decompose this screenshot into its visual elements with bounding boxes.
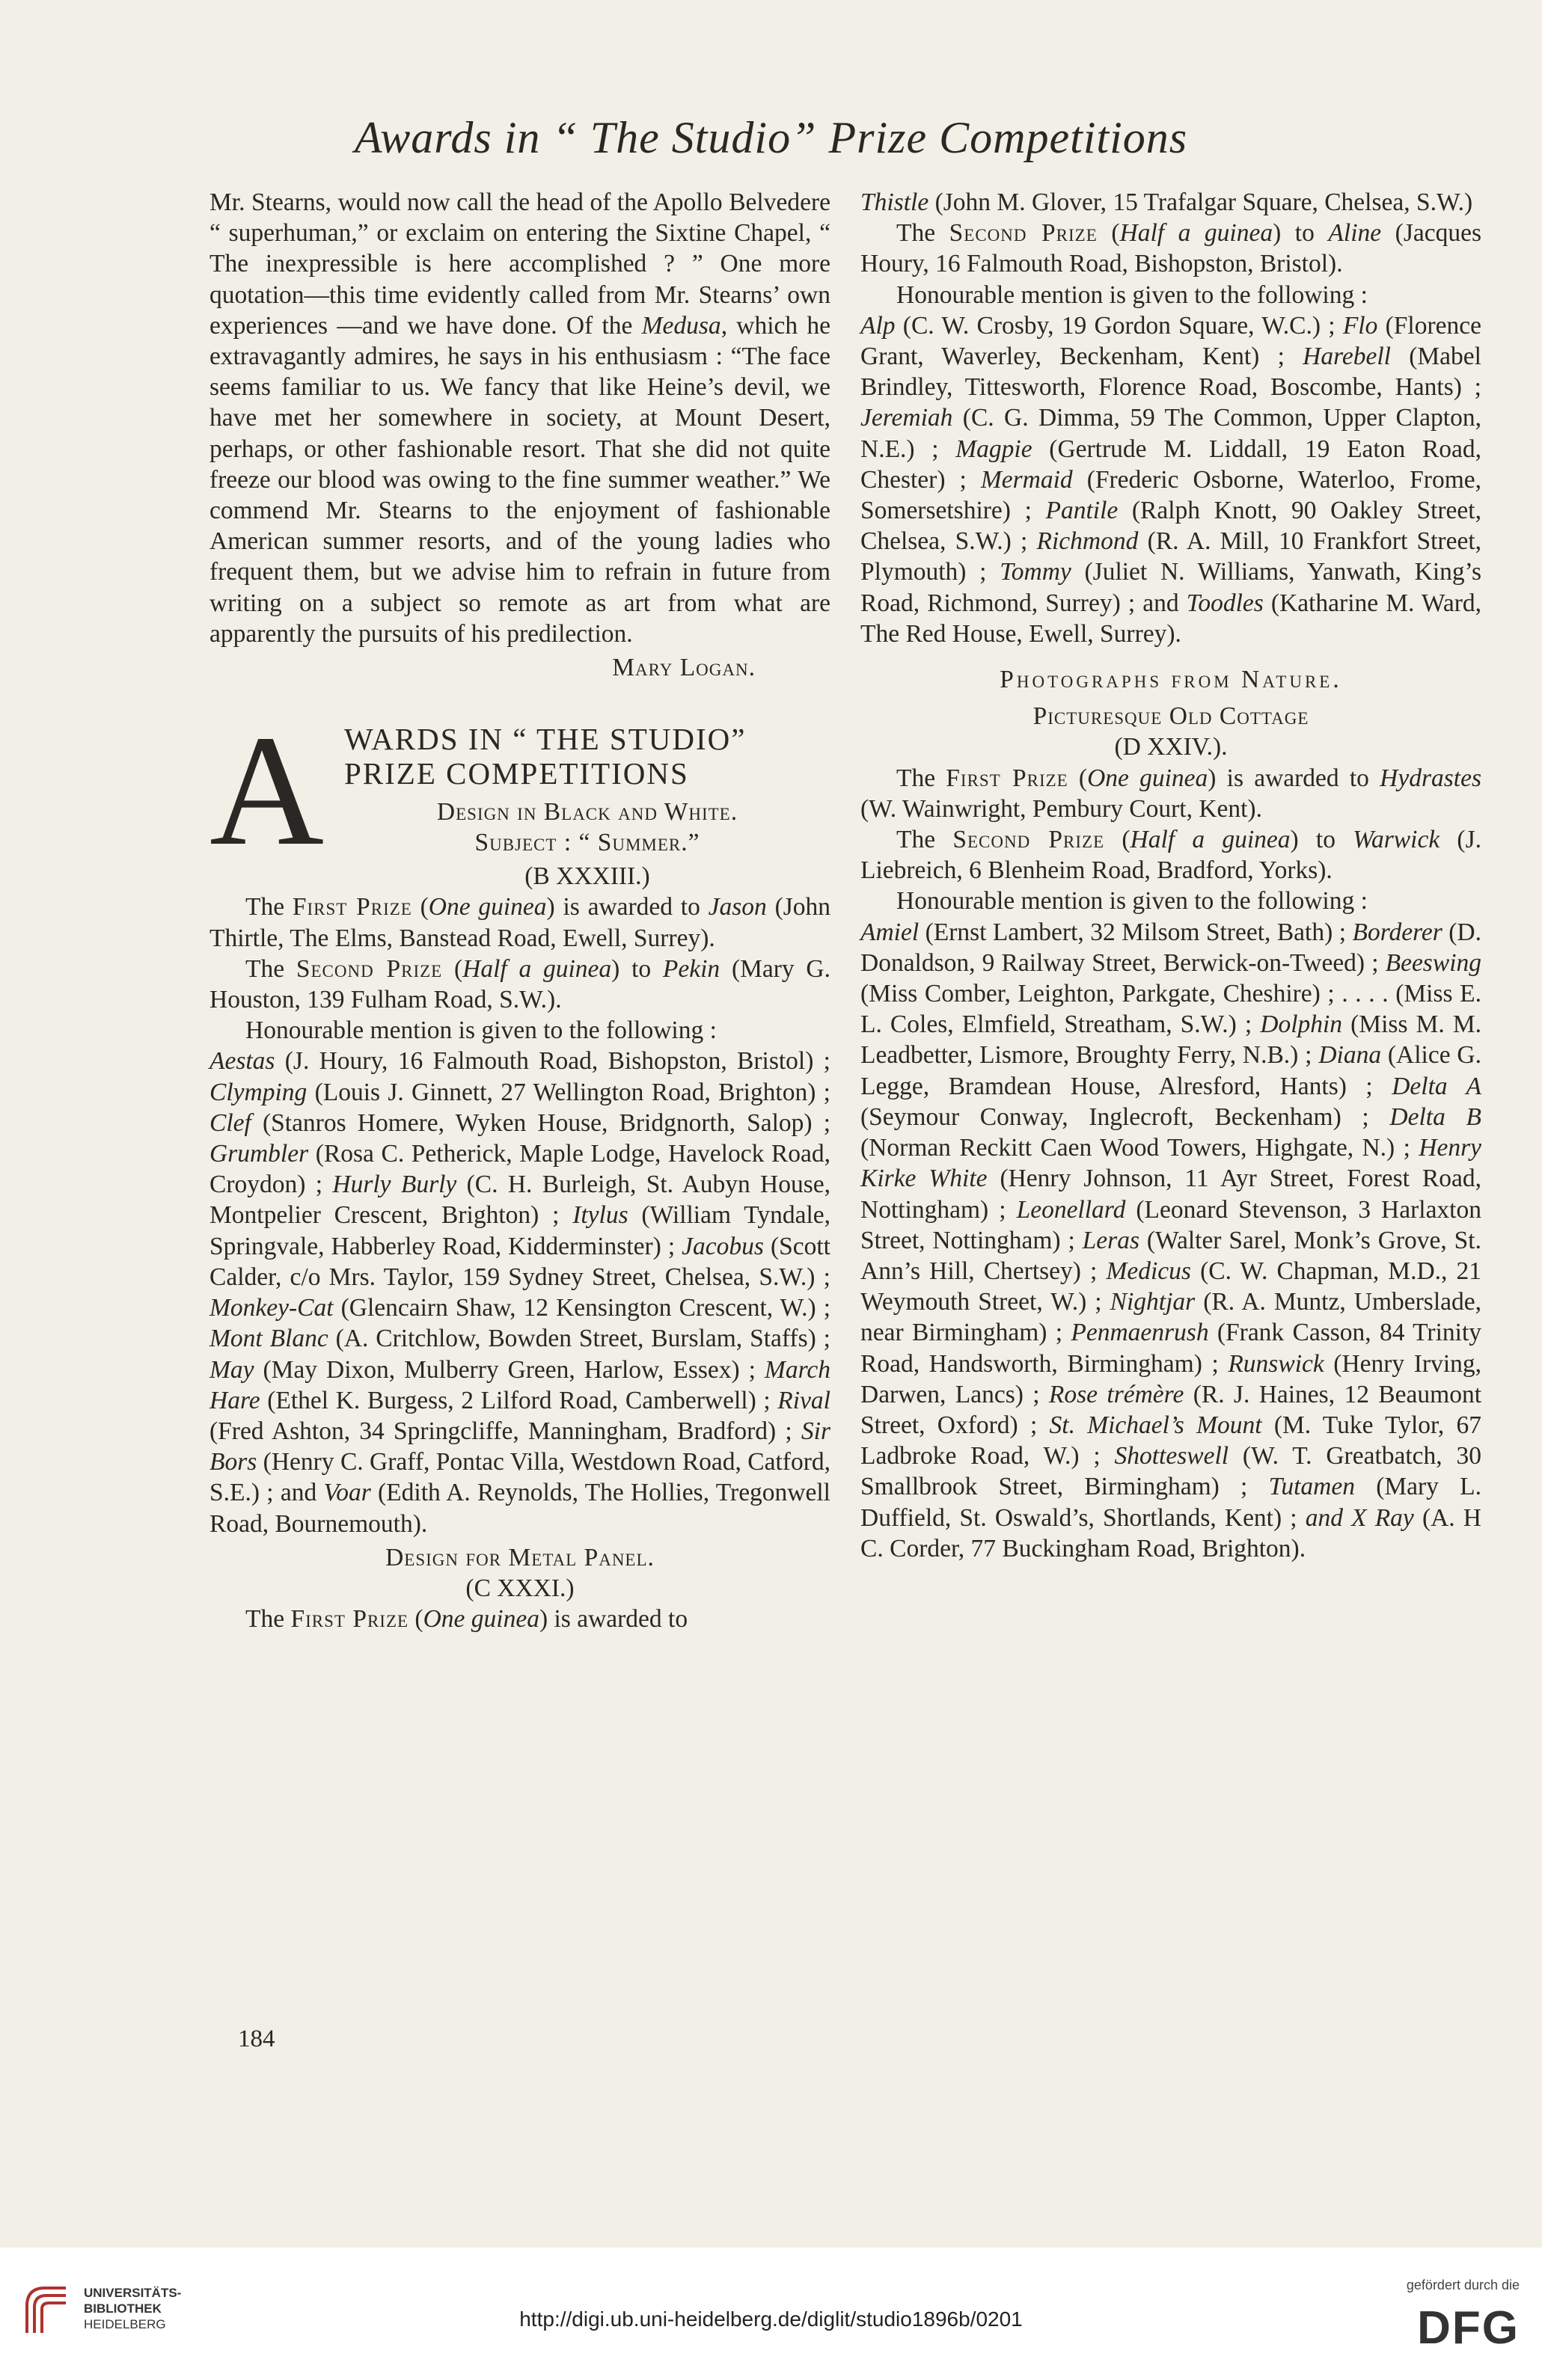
entry-details: (Ralph Knott, 90 Oakley Street, Chelsea, S.W.) ; xyxy=(860,497,1481,556)
entry-pseudonym: Penmaenrush xyxy=(1071,1319,1209,1347)
section-title: WARDS IN “ THE STUDIO” PRIZE COMPETITIONS xyxy=(344,722,747,791)
entry-pseudonym: Jacobus xyxy=(682,1232,764,1260)
university-library-name: UNIVERSITÄTS- BIBLIOTHEK HEIDELBERG xyxy=(84,2286,182,2331)
entry-details: (C. H. Burleigh, St. Aubyn House, Montpelier Crescent, Brighton) ; xyxy=(209,1171,830,1230)
entry-details: (Mary L. Duffield, St. Oswald’s, Shortlands, Kent) ; xyxy=(860,1473,1481,1532)
entry-details: (Juliet N. Williams, Yanwath, King’s Road, Richmond, Surrey) ; and xyxy=(860,558,1481,617)
honourable-mention-intro: Honourable mention is given to the following : xyxy=(896,280,1368,309)
entry-details: (Glencairn Shaw, 12 Kensington Crescent, W.) ; xyxy=(333,1294,830,1322)
entry-details: (Miss M. M. Leadbetter, Lismore, Broughty Ferry, N.B.) ; xyxy=(860,1010,1481,1070)
entry-details: (Mabel Brindley, Tittesworth, Florence Road, Boscombe, Hants) ; xyxy=(860,343,1481,402)
second-prize-paragraph: The Second Prize (Half a guinea) to Pekin (Mary G. Houston, 139 Fulham Road, S.W.). xyxy=(209,954,830,1014)
metal-panel-heading: Design for Metal Panel. xyxy=(385,1543,655,1571)
intro-paragraph: Mr. Stearns, would now call the head of the Apollo Belvedere “ superhuman,” or exclaim on entering the Sixtine Chapel, “ The inexpressible is here accomplished ? ” One more quotation—this time evidently called from Mr. Stearns’ own experiences —and we have done. Of the Medusa, which he extravagantly admires, he says in his enthusiasm : “The face seems familiar to us. We fancy that like Heine’s devil, we have met her somewhere in society, at Mount Desert, perhaps, or other fashionable resort. That she did not quite freeze our blood was owing to the fine summer weather.” We commend Mr. Stearns to the enjoyment of fashionable American summer resorts, and of the young ladies who frequent them, but we advise him to refrain in future from writing on a subject so remote as art from what are apparently the pursuits of his predilection. xyxy=(209,188,831,648)
entry-details: (Stanros Homere, Wyken House, Bridgnorth, Salop) ; xyxy=(251,1108,830,1137)
entry-pseudonym: Monkey-Cat xyxy=(209,1294,334,1322)
entry-pseudonym: Delta B xyxy=(1389,1102,1481,1131)
sponsor-note: gefördert durch die xyxy=(1406,2278,1520,2292)
entry-details: (Henry Irving, Darwen, Lancs) ; xyxy=(860,1349,1482,1408)
honourable-mention-list xyxy=(860,310,1481,649)
entry-pseudonym: Henry Kirke White xyxy=(860,1134,1481,1193)
entry-pseudonym: Hurly Burly xyxy=(332,1171,457,1199)
drop-cap: A xyxy=(209,702,325,879)
entry-details: (J. Houry, 16 Falmouth Road, Bishopston, Bristol) ; xyxy=(275,1047,830,1076)
entry-pseudonym: and X Ray xyxy=(1305,1503,1414,1532)
left-column xyxy=(209,187,830,1634)
entry-details: (Louis J. Ginnett, 27 Wellington Road, Brighton) ; xyxy=(307,1078,830,1106)
entry-pseudonym: Shotteswell xyxy=(1114,1442,1229,1470)
entry-details: (W. T. Greatbatch, 30 Smallbrook Street, Birmingham) ; xyxy=(860,1442,1481,1501)
continuation-paragraph: Thistle (John M. Glover, 15 Trafalgar Square, Chelsea, S.W.) xyxy=(860,188,1473,216)
entry-details: (A. Critchlow, Bowden Street, Burslam, Staffs) ; xyxy=(328,1325,830,1353)
footer-url xyxy=(0,2307,1542,2331)
honourable-mention-intro: Honourable mention is given to the following : xyxy=(896,887,1368,915)
entry-details: (Rosa C. Petherick, Maple Lodge, Havelock Road, Croydon) ; xyxy=(209,1140,830,1199)
entry-details: (Florence Grant, Waverley, Beckenham, Kent) ; xyxy=(860,311,1481,371)
competition-code: (C XXXI.) xyxy=(465,1574,575,1602)
entry-details: (Gertrude M. Liddall, 19 Eaton Road, Chester) ; xyxy=(860,435,1481,494)
entry-details: (Scott Calder, c/o Mrs. Taylor, 159 Sydney Street, Chelsea, S.W.) ; xyxy=(209,1232,830,1291)
entry-details: (William Tyndale, Springvale, Habberley Road, Kidderminster) ; xyxy=(209,1201,830,1260)
entry-pseudonym: May xyxy=(209,1355,254,1384)
entry-pseudonym: Dolphin xyxy=(1260,1010,1343,1039)
entry-pseudonym: Borderer xyxy=(1352,918,1442,946)
entry-details: (D. Donaldson, 9 Railway Street, Berwick-on-Tweed) ; xyxy=(860,918,1481,977)
entry-pseudonym: St. Michael’s Mount xyxy=(1049,1411,1262,1439)
cottage-heading: Picturesque Old Cottage xyxy=(1032,702,1309,731)
page-title: Awards in “ The Studio” Prize Competitions xyxy=(354,113,1188,162)
entry-pseudonym: Leonellard xyxy=(1016,1195,1126,1224)
entry-pseudonym: Runswick xyxy=(1228,1349,1324,1378)
entry-pseudonym: Richmond xyxy=(1036,527,1139,556)
entry-pseudonym: Mont Blanc xyxy=(209,1325,328,1353)
entry-pseudonym: Amiel xyxy=(860,918,920,946)
page-number: 184 xyxy=(238,2025,275,2052)
entry-details: (R. J. Haines, 12 Beaumont Street, Oxford) ; xyxy=(860,1380,1481,1439)
entry-pseudonym: Rose trémère xyxy=(1048,1380,1184,1408)
entry-details: (R. A. Mill, 10 Frankfort Street, Plymouth) ; xyxy=(860,527,1482,586)
honourable-mention-intro: Honourable mention is given to the following : xyxy=(245,1016,717,1045)
entry-pseudonym: Itylus xyxy=(572,1201,628,1230)
entry-pseudonym: Beeswing xyxy=(1385,948,1481,977)
competition-code: (B XXXIII.) xyxy=(524,862,650,891)
entry-details: (Frederic Osborne, Waterloo, Frome, Somersetshire) ; xyxy=(860,465,1481,525)
entry-pseudonym: Sir Bors xyxy=(209,1417,830,1476)
entry-details: (Miss Comber, Leighton, Parkgate, Cheshire) ; . . . . (Miss E. L. Coles, Elmfield, Streatham, S.W.) ; xyxy=(860,980,1481,1039)
entry-details: (Katharine M. Ward, The Red House, Ewell, Surrey). xyxy=(860,589,1482,648)
entry-details: (A. H C. Corder, 77 Buckingham Road, Brighton). xyxy=(860,1503,1482,1562)
entry-pseudonym: Aestas xyxy=(209,1047,275,1076)
first-prize-paragraph: The First Prize (One guinea) is awarded to Jason (John Thirtle, The Elms, Banstead Road, Ewell, Surrey). xyxy=(209,893,831,952)
entry-details: (Walter Sarel, Monk’s Grove, St. Ann’s Hill, Chertsey) ; xyxy=(860,1226,1481,1285)
entry-pseudonym: Voar xyxy=(323,1479,371,1507)
dfg-logo: DFG xyxy=(1417,2302,1520,2354)
entry-details: (Frank Casson, 84 Trinity Road, Handsworth, Birmingham) ; xyxy=(860,1319,1481,1378)
entry-pseudonym: Clef xyxy=(209,1108,251,1137)
entry-details: (Ethel K. Burgess, 2 Lilford Road, Camberwell) ; xyxy=(260,1386,778,1414)
entry-pseudonym: March Hare xyxy=(209,1355,830,1414)
entry-details: (Henry Johnson, 11 Ayr Street, Forest Road, Nottingham) ; xyxy=(860,1165,1481,1224)
second-prize-paragraph: The Second Prize (Half a guinea) to Aline (Jacques Houry, 16 Falmouth Road, Bishopston, Bristol). xyxy=(860,219,1482,278)
entry-pseudonym: Medicus xyxy=(1106,1257,1191,1285)
entry-details: (Henry C. Graff, Pontac Villa, Westdown Road, Catford, S.E.) ; and xyxy=(209,1448,830,1507)
entry-details: (C. G. Dimma, 59 The Common, Upper Clapton, N.E.) ; xyxy=(860,404,1481,463)
entry-pseudonym: Leras xyxy=(1082,1226,1139,1254)
entry-pseudonym: Tommy xyxy=(1000,558,1071,586)
entry-details: (M. Tuke Tylor, 67 Ladbroke Road, W.) ; xyxy=(860,1411,1482,1470)
entry-pseudonym: Flo xyxy=(1342,311,1378,340)
entry-details: (Norman Reckitt Caen Wood Towers, Highgate, N.) ; xyxy=(860,1134,1419,1162)
entry-details: (Alice G. Legge, Bramdean House, Alresford, Hants) ; xyxy=(860,1041,1481,1100)
entry-details: (C. W. Chapman, M.D., 21 Weymouth Street, W.) ; xyxy=(860,1257,1482,1316)
entry-pseudonym: Harebell xyxy=(1303,343,1391,371)
author-signature: Mary Logan. xyxy=(612,654,756,682)
entry-details: (May Dixon, Mulberry Green, Harlow, Essex) ; xyxy=(254,1355,765,1384)
honourable-mention-list xyxy=(860,917,1481,1564)
right-column xyxy=(860,187,1481,1564)
entry-pseudonym: Jeremiah xyxy=(860,404,953,432)
permalink-link[interactable]: http://digi.ub.uni-heidelberg.de/diglit/studio1896b/0201 xyxy=(519,2307,1023,2331)
entry-details: (C. W. Crosby, 19 Gordon Square, W.C.) ; xyxy=(895,311,1343,340)
entry-pseudonym: Nightjar xyxy=(1110,1288,1196,1316)
entry-pseudonym: Pantile xyxy=(1045,497,1119,525)
entry-pseudonym: Clymping xyxy=(209,1078,308,1106)
entry-details: (Edith A. Reynolds, The Hollies, Tregonwell Road, Bournemouth). xyxy=(209,1479,830,1538)
honourable-mention-list xyxy=(209,1046,830,1539)
entry-pseudonym: Tutamen xyxy=(1268,1473,1355,1501)
second-prize-paragraph: The Second Prize (Half a guinea) to Warwick (J. Liebreich, 6 Blenheim Road, Bradford, Yorks). xyxy=(860,826,1482,885)
entry-pseudonym: Magpie xyxy=(955,435,1032,463)
footer-bar xyxy=(0,2248,1542,2380)
entry-details: (Seymour Conway, Inglecroft, Beckenham) ; xyxy=(860,1102,1390,1131)
photographs-heading: Photographs from Nature. xyxy=(1000,666,1342,694)
section-subheading: Design in Black and White. Subject : “ Summer.” xyxy=(436,798,738,857)
entry-pseudonym: Delta A xyxy=(1392,1072,1481,1100)
entry-details: (Leonard Stevenson, 3 Harlaxton Street, Nottingham) ; xyxy=(860,1195,1481,1254)
entry-details: (Fred Ashton, 34 Springcliffe, Manningham, Bradford) ; xyxy=(209,1417,801,1445)
entry-pseudonym: Rival xyxy=(777,1386,830,1414)
first-prize-paragraph: The First Prize (One guinea) is awarded to Hydrastes (W. Wainwright, Pembury Court, Kent). xyxy=(860,764,1482,823)
entry-details: (Ernst Lambert, 32 Milsom Street, Bath) ; xyxy=(919,918,1353,946)
entry-pseudonym: Diana xyxy=(1318,1041,1382,1070)
entry-pseudonym: Mermaid xyxy=(980,465,1073,494)
entry-pseudonym: Alp xyxy=(860,311,896,340)
entry-pseudonym: Grumbler xyxy=(209,1140,309,1168)
entry-details: (R. A. Muntz, Umberslade, near Birmingham) ; xyxy=(860,1288,1481,1347)
metal-first-prize-paragraph: The First Prize (One guinea) is awarded to xyxy=(245,1605,688,1634)
competition-code: (D XXIV.). xyxy=(1114,733,1228,761)
entry-pseudonym: Toodles xyxy=(1186,589,1264,617)
